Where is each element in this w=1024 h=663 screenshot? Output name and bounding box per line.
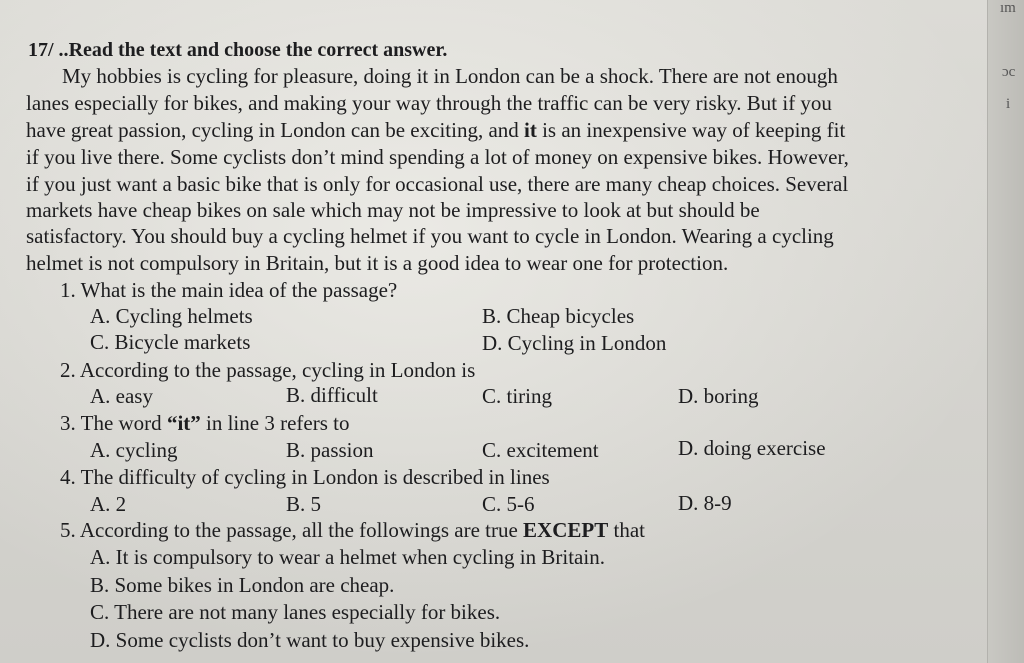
answer-option[interactable]: D. Cycling in London bbox=[482, 331, 667, 355]
answer-option[interactable]: C. Bicycle markets bbox=[90, 330, 251, 354]
passage-line: markets have cheap bikes on sale which may not be impressive to look at but should be bbox=[26, 198, 760, 222]
answer-option[interactable]: D. doing exercise bbox=[678, 436, 826, 460]
exercise-number: 17/ .. bbox=[28, 39, 69, 61]
answer-option[interactable]: B. passion bbox=[286, 438, 374, 462]
margin-mark: ım bbox=[1000, 0, 1016, 16]
answer-option[interactable]: C. excitement bbox=[482, 438, 599, 462]
question-stem: 4. The difficulty of cycling in London is described in lines bbox=[60, 465, 550, 489]
passage-line: have great passion, cycling in London can be exciting, and it is an inexpensive way of keeping fit bbox=[26, 118, 846, 142]
highlighted-word: it bbox=[524, 118, 537, 142]
question-stem: 3. The word “it” in line 3 refers to bbox=[60, 411, 350, 435]
margin-mark: ɔc bbox=[1002, 64, 1016, 80]
answer-option[interactable]: A. cycling bbox=[90, 438, 178, 462]
answer-option[interactable]: A. It is compulsory to wear a helmet when cycling in Britain. bbox=[90, 545, 605, 569]
passage-line: if you live there. Some cyclists don’t mind spending a lot of money on expensive bikes. However, bbox=[26, 145, 849, 169]
passage-line: if you just want a basic bike that is only for occasional use, there are many cheap choices. Several bbox=[26, 172, 849, 196]
answer-option[interactable]: B. difficult bbox=[286, 383, 378, 407]
exercise-heading bbox=[28, 40, 447, 60]
answer-option[interactable]: A. 2 bbox=[90, 492, 127, 516]
exercise-instruction: Read the text and choose the correct answer. bbox=[68, 39, 448, 61]
margin-mark: i bbox=[1006, 96, 1011, 112]
passage-line: My hobbies is cycling for pleasure, doing it in London can be a shock. There are not enough bbox=[62, 64, 838, 88]
answer-option[interactable]: B. Cheap bicycles bbox=[482, 304, 635, 328]
answer-option[interactable]: C. tiring bbox=[482, 384, 553, 408]
question-stem: 2. According to the passage, cycling in London is bbox=[60, 358, 476, 382]
question-stem: 5. According to the passage, all the followings are true EXCEPT that bbox=[60, 518, 645, 542]
answer-option[interactable]: C. There are not many lanes especially for bikes. bbox=[90, 600, 501, 624]
passage-line: lanes especially for bikes, and making your way through the traffic can be very risky. But if you bbox=[26, 91, 832, 115]
answer-option[interactable]: A. easy bbox=[90, 384, 153, 408]
passage-line: helmet is not compulsory in Britain, but it is a good idea to wear one for protection. bbox=[26, 251, 729, 275]
answer-option[interactable]: D. 8-9 bbox=[678, 491, 732, 515]
answer-option[interactable]: D. boring bbox=[678, 384, 759, 408]
answer-option[interactable]: C. 5-6 bbox=[482, 492, 535, 516]
answer-option[interactable]: B. 5 bbox=[286, 492, 322, 516]
answer-option[interactable]: D. Some cyclists don’t want to buy expensive bikes. bbox=[90, 628, 530, 652]
question-stem: 1. What is the main idea of the passage? bbox=[60, 278, 398, 302]
answer-option[interactable]: B. Some bikes in London are cheap. bbox=[90, 573, 395, 597]
passage-line: satisfactory. You should buy a cycling helmet if you want to cycle in London. Wearing a cycling bbox=[26, 224, 834, 248]
answer-option[interactable]: A. Cycling helmets bbox=[90, 304, 253, 328]
